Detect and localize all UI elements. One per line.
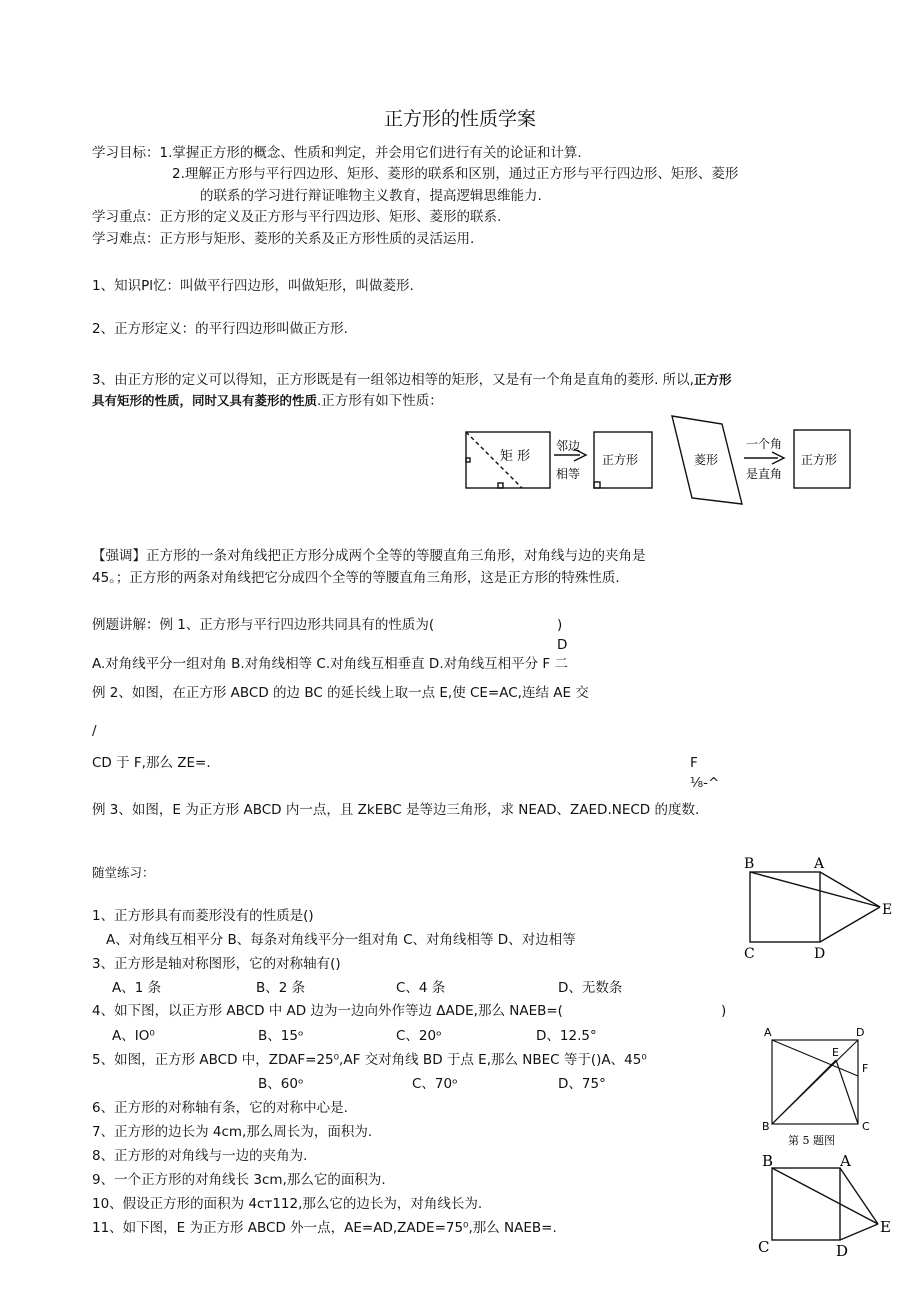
fig1-label-c: C [744,946,755,962]
fig2-line-be [772,1060,836,1124]
section-3a-text: 3、由正方形的定义可以得知，正方形既是有一组邻边相等的矩形，又是有一个角是直角的菱形. 所以, [92,372,694,388]
f-sub: ⅛-^ [690,775,720,791]
q9: 9、一个正方形的对角线长 3cm,那么它的面积为. [92,1172,386,1188]
example-1-options: A.对角线平分一组对角 B.对角线相等 C.对角线互相垂直 D.对角线互相平分 F 二 [92,656,568,672]
emphasis-2: 45。；正方形的两条对角线把它分成四个全等的等腰直角三角形，这是正方形的特殊性质. [92,570,620,586]
fig3-square [772,1168,840,1240]
example-3: 例 3、如图，E 为正方形 ABCD 内一点，且 ZkEBC 是等边三角形，求 NEAD、ZAED.NECD 的度数. [92,802,700,818]
fig3-label-b: B [762,1152,774,1170]
q10: 10、假设正方形的面积为 4cт112,那么它的边长为，对角线长为. [92,1196,483,1212]
rhombus-label: 菱形 [694,453,719,467]
example-2: 例 2、如图，在正方形 ABCD 的边 BC 的延长线上取一点 E,使 CE=AC,连结 AE 交 [92,685,589,701]
fig1-label-b: B [744,856,755,872]
fig1-label-a: A [814,856,825,872]
section-1: 1、知识Pl忆：叫做平行四边形，叫做矩形，叫做菱形. [92,278,414,294]
arrow-2 [744,452,784,464]
goal-1: 学习目标：1.掌握正方形的概念、性质和判定，并会用它们进行有关的论证和计算. [92,145,582,161]
q4: 4、如下图，以正方形 ABCD 中 AD 边为一边向外作等边 ΔADE,那么 NAEB=( [92,1003,563,1019]
example-2b: CD 于 F,那么 ZE=. [92,755,211,771]
goal-2b: 的联系的学习进行辩证唯物主义教育，提高逻辑思维能力. [200,188,542,204]
rect-right-angle-mark [466,458,470,462]
fig1-square [750,872,820,942]
fig1-line-ae [820,872,880,907]
practice-header: 随堂练习： [92,865,155,880]
q3-c: C、4 条 [396,980,446,996]
fig2-line-af [772,1040,858,1076]
fig3-line-de [840,1224,878,1240]
q4-c: C、20ᵒ [396,1028,442,1044]
property-diagram [460,406,860,510]
q3: 3、正方形是轴对称图形，它的对称轴有() [92,956,341,972]
q4-paren: ) [721,1003,727,1019]
fig1-line-de [820,907,880,942]
fig3-line-ae [840,1168,878,1224]
page-title: 正方形的性质学案 [383,108,536,130]
fig3-line-be [772,1168,878,1224]
figure-3 [754,1150,904,1262]
q6: 6、正方形的对称轴有条，它的对称中心是. [92,1100,348,1116]
fig2-label-d: D [856,1026,865,1039]
arrow1-top: 邻边 [556,439,581,453]
slash-mark: / [92,723,97,739]
q8: 8、正方形的对角线与一边的夹角为. [92,1148,308,1164]
difficulty: 学习难点：正方形与矩形、菱形的关系及正方形性质的灵活运用. [92,231,475,247]
figure-2 [756,1020,886,1150]
goal-2a: 2.理解正方形与平行四边形、矩形、菱形的联系和区别，通过正方形与平行四边形、矩形、菱形 [172,166,739,182]
q1-options: A、对角线互相平分 B、每条对角线平分一组对角 C、对角线相等 D、对边相等 [106,932,576,948]
section-2: 2、正方形定义：的平行四边形叫做正方形. [92,321,348,337]
q5-d: D、75° [558,1076,606,1092]
arrow2-top: 一个角 [746,437,783,451]
square2-label: 正方形 [801,453,838,467]
fig3-label-e: E [880,1218,891,1236]
fig3-label-d: D [836,1242,849,1260]
arrow2-bottom: 是直角 [746,467,783,481]
arrow1-bottom: 相等 [556,467,581,481]
q7: 7、正方形的边长为 4cm,那么周长为，面积为. [92,1124,373,1140]
q11: 11、如下图，E 为正方形 ABCD 外一点，AE=AD,ZADE=75⁰,那么 NAEB=. [92,1220,557,1236]
section-3a [92,371,731,389]
q5: 5、如图，正方形 ABCD 中，ZDAF=25⁰,AF 交对角线 BD 于点 E,那么 NBEC 等于()A、45⁰ [92,1052,647,1068]
example-1: 例题讲解：例 1、正方形与平行四边形共同具有的性质为( [92,617,435,633]
fig2-line-ec [836,1060,858,1124]
q4-a: A、IO⁰ [112,1028,155,1044]
q3-d: D、无数条 [558,980,623,996]
q4-b: B、15ᵒ [258,1028,304,1044]
figure-1 [740,852,900,964]
q5-b: B、60ᵒ [258,1076,304,1092]
key-point: 学习重点：正方形的定义及正方形与平行四边形、矩形、菱形的联系. [92,209,502,225]
square1-label: 正方形 [602,453,639,467]
q4-d: D、12.5° [536,1028,597,1044]
rect-right-angle-mark-2 [498,483,503,488]
section-3a-bold: 正方形 [693,372,732,387]
fig2-caption: 第 5 题图 [788,1134,835,1147]
fig2-label-f: F [862,1062,869,1075]
square1-right-angle-mark [594,482,600,488]
fig1-label-e: E [882,902,893,918]
example-1-answer-d: D [557,637,568,653]
emphasis-1: 【强调】正方形的一条对角线把正方形分成两个全等的等腰直角三角形，对角线与边的夹角是 [92,548,646,564]
rect-label: 矩 形 [500,449,531,464]
section-3b-bold: 具有矩形的性质，同时又具有菱形的性质 [92,393,318,408]
fig3-label-c: C [758,1238,770,1256]
section-3b [92,392,443,410]
fig1-line-be [750,872,880,907]
fig3-label-a: A [840,1152,851,1170]
fig1-label-d: D [814,946,826,962]
q3-a: A、1 条 [112,980,162,996]
fig2-label-c: C [862,1120,870,1133]
f-label: F [690,755,698,771]
example-1-paren: ) [557,617,563,633]
fig2-label-b: B [762,1120,770,1133]
fig2-label-e: E [832,1046,839,1059]
q5-c: C、70ᵒ [412,1076,458,1092]
fig2-label-a: A [764,1026,772,1039]
q1: 1、正方形具有而菱形没有的性质是() [92,908,314,924]
q3-b: B、2 条 [256,980,306,996]
section-3b-text: .正方形有如下性质： [317,393,443,409]
